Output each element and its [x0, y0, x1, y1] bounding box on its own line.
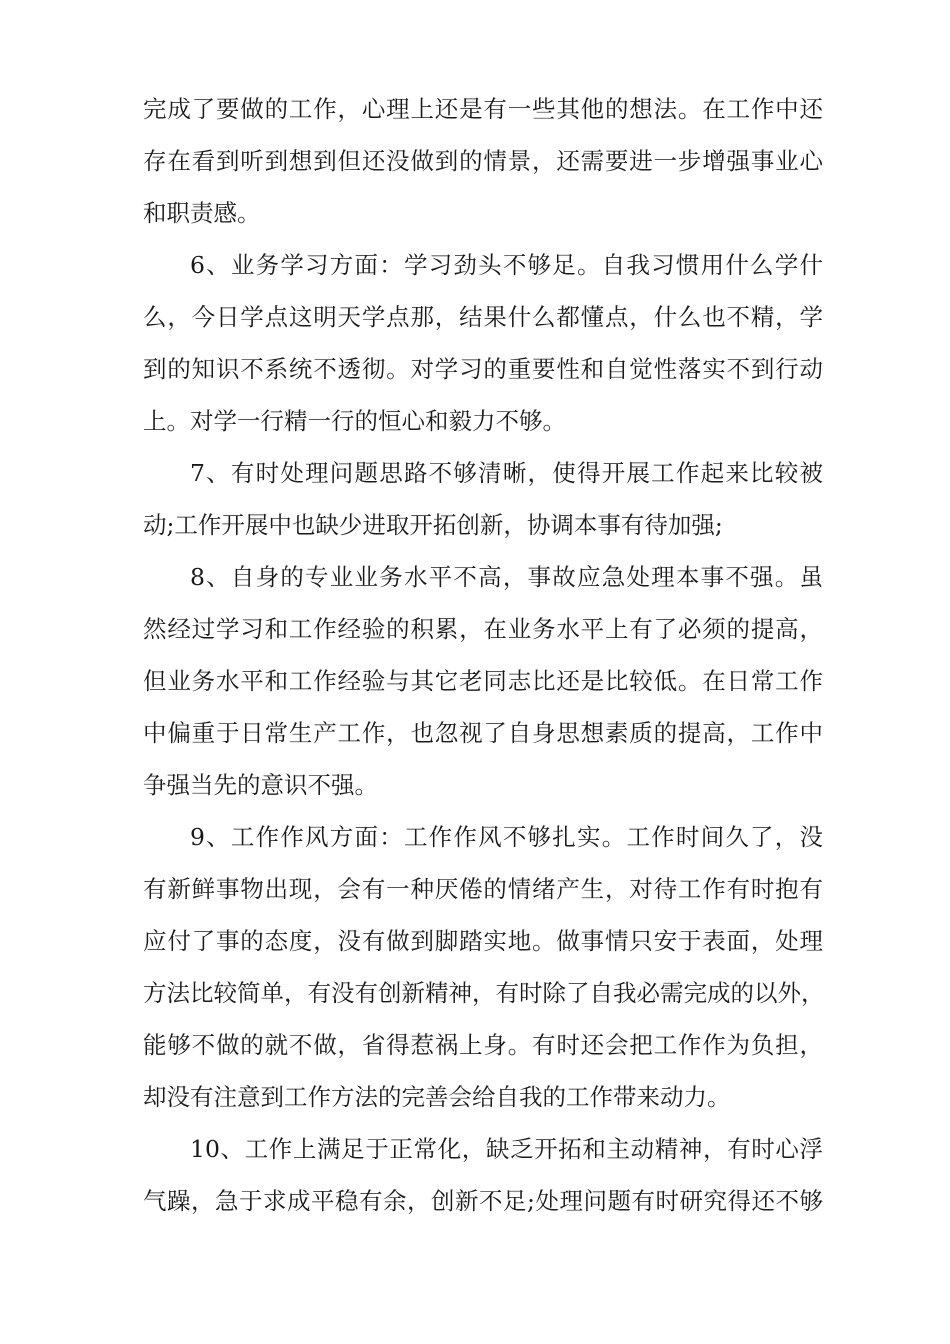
paragraph-first-line: 9、工作作风方面：工作作风不够扎实。工作时间久了，没: [190, 823, 823, 851]
text-line: 完成了要做的工作，心理上还是有一些其他的想法。在工作中还: [143, 95, 823, 123]
text-line: 方法比较简单，有没有创新精神，有时除了自我必需完成的以外，: [143, 979, 825, 1007]
text-line: 存在看到听到想到但还没做到的情景，还需要进一步增强事业心: [143, 147, 823, 175]
text-line: 动;工作开展中也缺少进取开拓创新，协调本事有待加强;: [143, 511, 723, 539]
paragraph-first-line: 6、业务学习方面：学习劲头不够足。自我习惯用什么学什: [190, 251, 823, 279]
text-line: 和职责感。: [143, 199, 261, 227]
text-line: 能够不做的就不做，省得惹祸上身。有时还会把工作作为负担，: [143, 1031, 823, 1059]
paragraph-first-line: 8、自身的专业业务水平不高，事故应急处理本事不强。虽: [190, 563, 823, 591]
text-line: 到的知识不系统不透彻。对学习的重要性和自觉性落实不到行动: [143, 355, 823, 383]
text-line: 有新鲜事物出现，会有一种厌倦的情绪产生，对待工作有时抱有: [143, 875, 823, 903]
text-line: 争强当先的意识不强。: [143, 771, 378, 799]
text-line: 上。对学一行精一行的恒心和毅力不够。: [143, 407, 566, 435]
text-line: 却没有注意到工作方法的完善会给自我的工作带来动力。: [143, 1083, 731, 1111]
text-line: 么，今日学点这明天学点那，结果什么都懂点，什么也不精，学: [143, 303, 823, 331]
text-line: 应付了事的态度，没有做到脚踏实地。做事情只安于表面，处理: [143, 927, 823, 955]
text-line: 但业务水平和工作经验与其它老同志比还是比较低。在日常工作: [143, 667, 823, 695]
paragraph-first-line: 7、有时处理问题思路不够清晰，使得开展工作起来比较被: [190, 459, 823, 487]
text-line: 气躁，急于求成平稳有余，创新不足;处理问题有时研究得还不够: [143, 1187, 823, 1215]
paragraph-first-line: 10、工作上满足于正常化，缺乏开拓和主动精神，有时心浮: [190, 1135, 823, 1163]
text-line: 中偏重于日常生产工作，也忽视了自身思想素质的提高，工作中: [143, 719, 823, 747]
text-line: 然经过学习和工作经验的积累，在业务水平上有了必须的提高，: [143, 615, 823, 643]
